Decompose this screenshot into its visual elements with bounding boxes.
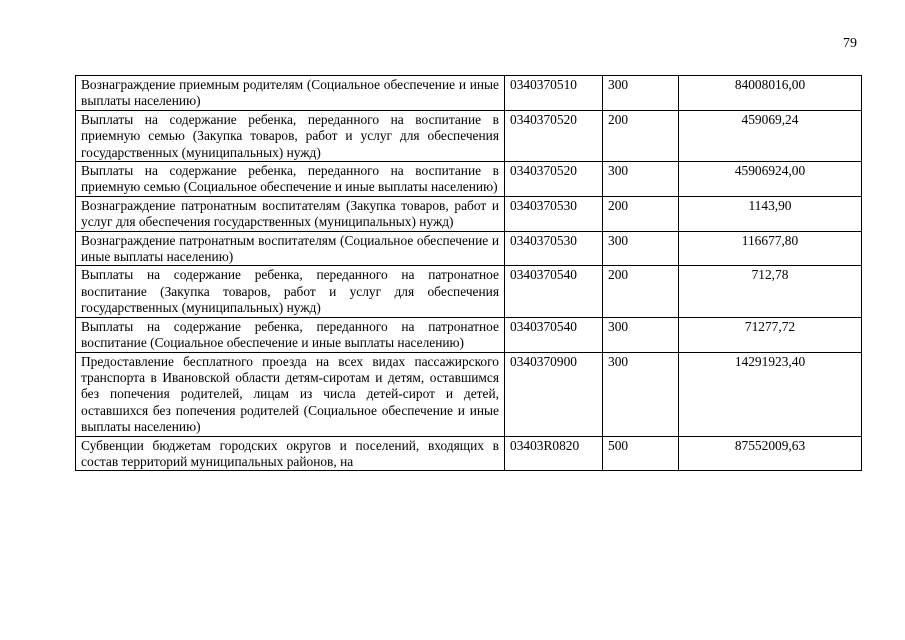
row-description: Вознаграждение патронатным воспитателям (Социальное обеспечение и иные выплаты населению) — [76, 231, 505, 266]
row-expense-type: 300 — [603, 352, 679, 436]
row-code: 03403R0820 — [505, 436, 603, 471]
row-amount: 459069,24 — [679, 110, 862, 161]
row-description: Выплаты на содержание ребенка, переданного на патронатное воспитание (Закупка товаров, работ и услуг для обеспечения государственных (муниципальных) нужд) — [76, 266, 505, 317]
table-row — [76, 76, 862, 111]
row-amount: 84008016,00 — [679, 76, 862, 111]
row-code: 0340370900 — [505, 352, 603, 436]
row-amount: 87552009,63 — [679, 436, 862, 471]
row-description: Вознаграждение приемным родителям (Социальное обеспечение и иные выплаты населению) — [76, 76, 505, 111]
row-description: Выплаты на содержание ребенка, переданного на воспитание в приемную семью (Социальное обеспечение и иные выплаты населению) — [76, 162, 505, 197]
row-description: Вознаграждение патронатным воспитателям (Закупка товаров, работ и услуг для обеспечения государственных (муниципальных) нужд) — [76, 196, 505, 231]
row-code: 0340370530 — [505, 196, 603, 231]
table-row — [76, 436, 862, 471]
row-expense-type: 500 — [603, 436, 679, 471]
row-description: Выплаты на содержание ребенка, переданного на патронатное воспитание (Социальное обеспечение и иные выплаты населению) — [76, 317, 505, 352]
row-code: 0340370520 — [505, 110, 603, 161]
row-amount: 712,78 — [679, 266, 862, 317]
row-expense-type: 300 — [603, 231, 679, 266]
row-expense-type: 300 — [603, 162, 679, 197]
row-amount: 14291923,40 — [679, 352, 862, 436]
row-expense-type: 200 — [603, 110, 679, 161]
table-row — [76, 196, 862, 231]
row-code: 0340370520 — [505, 162, 603, 197]
row-expense-type: 300 — [603, 317, 679, 352]
row-description: Выплаты на содержание ребенка, переданного на воспитание в приемную семью (Закупка товаров, работ и услуг для обеспечения государственных (муниципальных) нужд) — [76, 110, 505, 161]
row-amount: 71277,72 — [679, 317, 862, 352]
table-row — [76, 162, 862, 197]
row-code: 0340370510 — [505, 76, 603, 111]
table-row — [76, 352, 862, 436]
table-row — [76, 266, 862, 317]
row-expense-type: 200 — [603, 196, 679, 231]
row-expense-type: 300 — [603, 76, 679, 111]
table-row — [76, 231, 862, 266]
table-row — [76, 110, 862, 161]
row-amount: 1143,90 — [679, 196, 862, 231]
row-amount: 45906924,00 — [679, 162, 862, 197]
row-code: 0340370540 — [505, 266, 603, 317]
row-description: Предоставление бесплатного проезда на всех видах пассажирского транспорта в Ивановской области детям-сиротам и детям, оставшимся без попечения родителей, лицам из числа детей-сирот и детей, оставшихся без попечения родителей (Социальное обеспечение и иные выплаты населению) — [76, 352, 505, 436]
row-code: 0340370530 — [505, 231, 603, 266]
table-row — [76, 317, 862, 352]
row-amount: 116677,80 — [679, 231, 862, 266]
row-description: Субвенции бюджетам городских округов и поселений, входящих в состав территорий муниципальных районов, на — [76, 436, 505, 471]
page-number: 79 — [843, 36, 857, 51]
row-code: 0340370540 — [505, 317, 603, 352]
row-expense-type: 200 — [603, 266, 679, 317]
budget-table — [75, 75, 862, 471]
